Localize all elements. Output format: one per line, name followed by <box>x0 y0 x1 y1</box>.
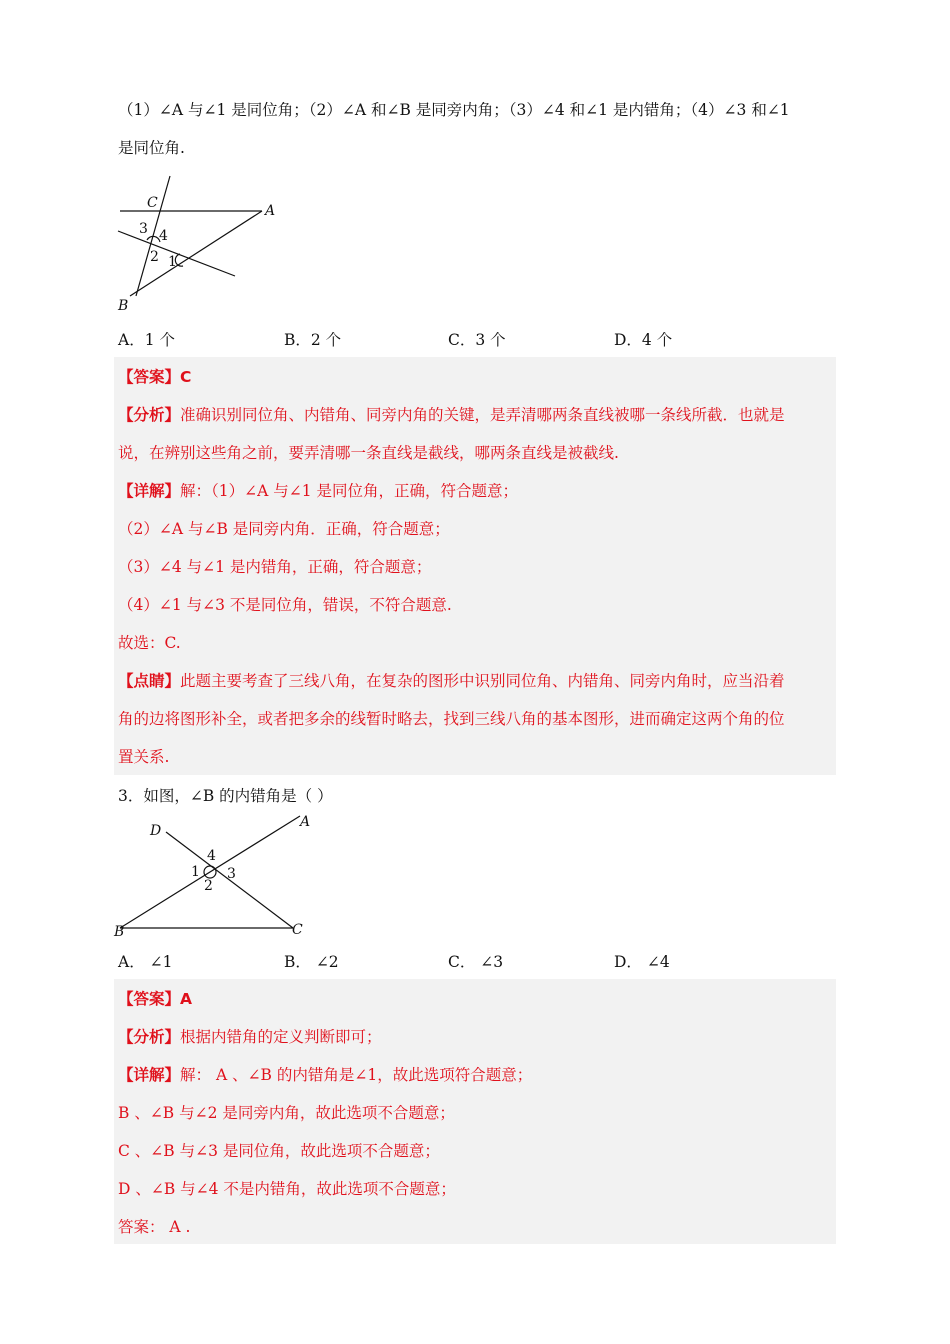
q2-answer: 【答案】C <box>118 368 192 386</box>
q2-comment-line3: 置关系. <box>118 748 170 766</box>
fig1-label-4: 4 <box>159 228 168 244</box>
fig2-label-a: A <box>300 814 311 830</box>
q2-analysis-line2: 说，在辨别这些角之前，要弄清哪一条直线是截线，哪两条直线是被截线. <box>118 444 619 462</box>
q3-analysis: 【分析】根据内错角的定义判断即可； <box>118 1028 382 1046</box>
q3-options <box>118 950 838 972</box>
q2-comment-line1: 【点睛】此题主要考查了三线八角，在复杂的图形中识别同位角、内错角、同旁内角时，应当沿着 <box>118 672 785 690</box>
fig2-label-1: 1 <box>191 864 200 880</box>
q2-stem-line1: （1）∠A 与∠1 是同位角；（2）∠A 和∠B 是同旁内角；（3）∠4 和∠1 是内错角；（4）∠3 和∠1 <box>118 101 790 119</box>
fig2-label-3: 3 <box>227 866 236 882</box>
q3-option-c[interactable]: C． ∠3 <box>448 953 504 971</box>
fig1-label-c: C <box>147 195 158 211</box>
q3-detail-line3: C 、∠B 与∠3 是同位角，故此选项不合题意； <box>118 1142 440 1160</box>
fig2-label-2: 2 <box>204 878 213 894</box>
q2-detail-line1: 【详解】解：（1）∠A 与∠1 是同位角，正确，符合题意； <box>118 482 519 500</box>
q3-detail-line1: 【详解】解： A 、∠B 的内错角是∠1，故此选项符合题意； <box>118 1066 533 1084</box>
q3-option-a[interactable]: A． ∠1 <box>118 953 173 971</box>
q3-detail-line2: B 、∠B 与∠2 是同旁内角，故此选项不合题意； <box>118 1104 455 1122</box>
fig1-label-a: A <box>265 203 276 219</box>
q2-comment-line2: 角的边将图形补全，或者把多余的线暂时略去，找到三线八角的基本图形，进而确定这两个角的位 <box>118 710 785 728</box>
q2-options <box>118 328 838 350</box>
fig2-label-c: C <box>292 922 303 938</box>
q3-option-d[interactable]: D． ∠4 <box>614 953 670 971</box>
q2-stem-line2: 是同位角. <box>118 139 185 157</box>
q2-option-c[interactable]: C．3 个 <box>448 331 506 349</box>
fig2-label-b: B <box>114 924 125 940</box>
q2-option-d[interactable]: D．4 个 <box>614 331 673 349</box>
q2-option-b[interactable]: B．2 个 <box>284 331 342 349</box>
q2-detail-line3: （3）∠4 与∠1 是内错角，正确，符合题意； <box>118 558 432 576</box>
q3-stem: 3．如图，∠B 的内错角是（ ） <box>118 787 333 805</box>
q2-choose: 故选：C. <box>118 634 181 652</box>
q3-answer: 【答案】A <box>118 990 193 1008</box>
q3-detail-line4: D 、∠B 与∠4 不是内错角，故此选项不合题意； <box>118 1180 456 1198</box>
q3-final: 答案： A . <box>118 1218 191 1236</box>
fig1-label-3: 3 <box>139 221 148 237</box>
q3-option-b[interactable]: B． ∠2 <box>284 953 339 971</box>
q2-analysis-line1: 【分析】准确识别同位角、内错角、同旁内角的关键，是弄清哪两条直线被哪一条线所截．也就是 <box>118 406 785 424</box>
fig1-label-b: B <box>118 298 129 314</box>
fig2-label-4: 4 <box>207 848 216 864</box>
q2-option-a[interactable]: A．1 个 <box>118 331 175 349</box>
fig1-label-2: 2 <box>150 249 159 265</box>
fig2-line-ba <box>120 816 300 928</box>
q3-figure <box>110 810 330 940</box>
q2-figure <box>110 170 290 315</box>
q2-detail-line4: （4）∠1 与∠3 不是同位角，错误，不符合题意. <box>118 596 452 614</box>
fig1-label-1: 1 <box>168 254 177 270</box>
fig2-label-d: D <box>150 823 162 839</box>
q2-detail-line2: （2）∠A 与∠B 是同旁内角．正确，符合题意； <box>118 520 450 538</box>
